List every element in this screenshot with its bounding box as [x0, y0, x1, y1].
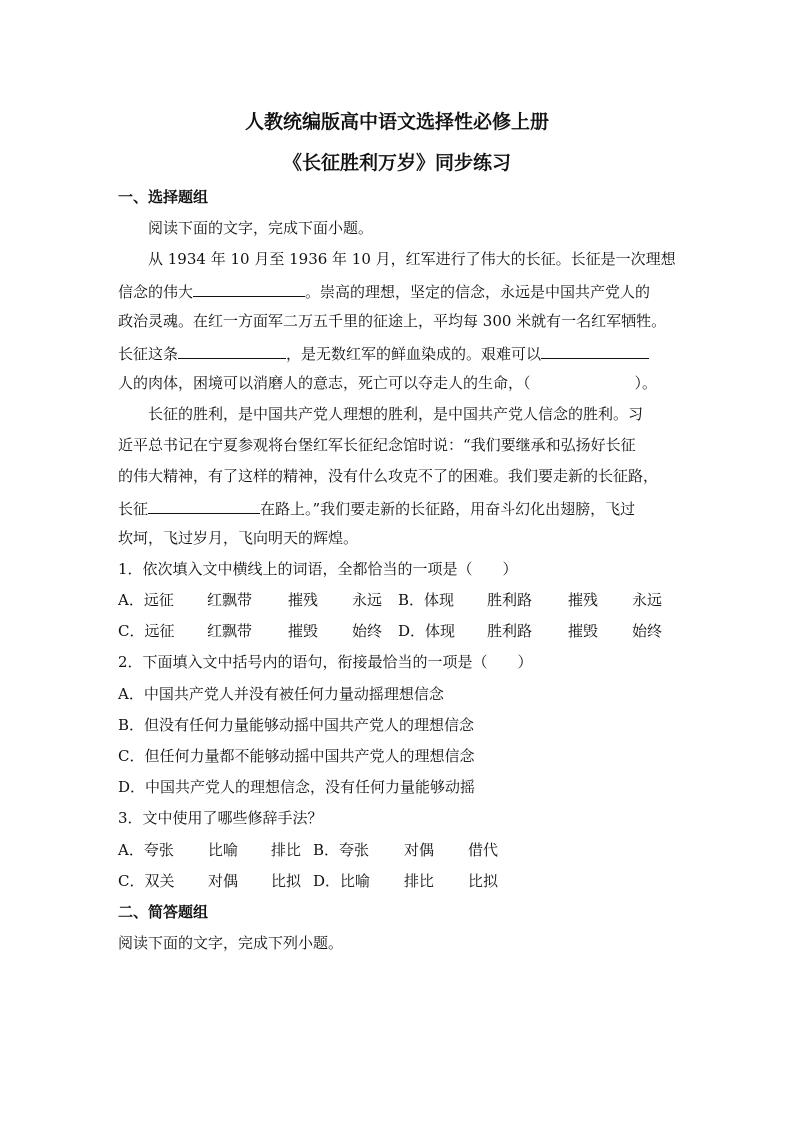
para1-line3: 政治灵魂。在红一方面军二万五千里的征途上，平均每 300 米就有一名红军牺牲。: [118, 312, 667, 330]
document-title: 人教统编版高中语文选择性必修上册: [244, 111, 549, 133]
para1-line5: [118, 373, 657, 393]
fill-blank-1[interactable]: [193, 280, 305, 297]
section-heading-short-answer: 二、简答题组: [118, 903, 209, 921]
question-3-stem: 3．文中使用了哪些修辞手法？: [118, 809, 323, 827]
reading-instruction: 阅读下面的文字，完成下面小题。: [148, 219, 374, 237]
para2-line4-text-b: 在路上。”我们要走新的长征路，用奋斗幻化出翅膀，飞过: [260, 500, 636, 518]
para1-line4: [118, 342, 649, 364]
para2-line1: 长征的胜利，是中国共产党人理想的胜利，是中国共产党人信念的胜利。习: [148, 405, 644, 423]
question-2-option-a[interactable]: A．中国共产党人并没有被任何力量动摇理想信念: [118, 685, 444, 703]
question-1-stem: 1．依次填入文中横线上的词语，全都恰当的一项是（ ）: [118, 560, 518, 578]
section-heading-choice: 一、选择题组: [118, 188, 209, 206]
para2-line2: 近平总书记在宁夏参观将台堡红军长征纪念馆时说：“我们要继承和弘扬好长征: [118, 436, 636, 454]
question-2-option-d[interactable]: D．中国共产党人的理想信念，没有任何力量能够动摇: [118, 778, 476, 796]
para2-line5: 坎坷，飞过岁月，飞向明天的辉煌。: [118, 529, 359, 547]
fill-blank-4[interactable]: [148, 497, 260, 514]
para1-line2-text-a: 信念的伟大: [118, 283, 194, 301]
fill-blank-3[interactable]: [541, 342, 649, 359]
para1-line5-text-b: ）。: [634, 374, 658, 392]
fill-blank-2[interactable]: [178, 342, 286, 359]
para1-line4-text-a: 长征这条: [118, 345, 179, 363]
question-2-stem: 2．下面填入文中括号内的语句，衔接最恰当的一项是（ ）: [118, 653, 533, 671]
question-2-option-c[interactable]: C．但任何力量都不能够动摇中国共产党人的理想信念: [118, 747, 475, 765]
question-2-option-b[interactable]: B．但没有任何力量能够动摇中国共产党人的理想信念: [118, 716, 475, 734]
para2-line3: 的伟大精神，有了这样的精神，没有什么攻克不了的困难。我们要走新的长征路，: [118, 467, 659, 485]
reading-instruction-2: 阅读下面的文字，完成下列小题。: [118, 934, 344, 952]
document-subtitle: 《长征胜利万岁》同步练习: [282, 152, 511, 174]
para2-line4-text-a: 长征: [118, 500, 149, 518]
para1-line2-text-b: 。崇高的理想，坚定的信念，永远是中国共产党人的: [305, 283, 651, 301]
para1-line2: [118, 280, 650, 302]
document-page: 人教统编版高中语文选择性必修上册 《长征胜利万岁》同步练习 一、选择题组 阅读下面的文字，完成下面小题。 从 1934 年 10 月至 1936 年 10 月，红军进行了伟大的长征。长征是一次理想 信念的伟大 。崇高的理想，坚定的信念，永远是中国共产党人的 政治灵魂。在红一方面军二万五千里的征途上，平均每 300 米就有一名红军牺牲。 长征这条 ，是无数红军的鲜血染成的。艰难可以 人的肉体，困境可以消磨人的意志，死亡可以夺走人的生命，（ ）。 长征的胜利，是中国共产党人理想的胜利，是中国共产党人信念的胜利。习 近平总书记在宁夏参观将台堡红军长征纪念馆时说：“我们要继承和弘扬好长征 的伟大精神，有了这样的精神，没有什么攻克不了的困难。我们要走新的长征路， 长征 在路上。”我们要走新的长征路，用奋斗幻化出翅膀，飞过 坎坷，飞过岁月，飞向明天的辉煌。 1．依次填入文中横线上的词语，全都恰当的一项是（ ） A．远征 红飘带 摧残 永远 B．体现 胜利路 摧残 永远 C．远征 红飘带 摧毁 始终 D．体现 胜利路 摧毁 始终 2．下面填入文中括号内的语句，衔接最恰当的一项是（ ） A．中国共产党人并没有被任何力量动摇理想信念 B．但没有任何力量能够动摇中国共产党人的理想信念 C．但任何力量都不能够动摇中国共产党人的理想信念 D．中国共产党人的理想信念，没有任何力量能够动摇 3．文中使用了哪些修辞手法？ A．夸张 比喻 排比 B．夸张 对偶 借代 C．双关 对偶 比拟 D．比喻 排比 比拟 二、简答题组 阅读下面的文字，完成下列小题。: [0, 0, 794, 1123]
para1-line4-text-b: ，是无数红军的鲜血染成的。艰难可以: [286, 345, 542, 363]
para1-line5-text-a: 人的肉体，困境可以消磨人的意志，死亡可以夺走人的生命，（: [118, 374, 531, 392]
para1-line1: 从 1934 年 10 月至 1936 年 10 月，红军进行了伟大的长征。长征是一次理想: [148, 250, 676, 268]
para2-line4: [118, 497, 635, 519]
